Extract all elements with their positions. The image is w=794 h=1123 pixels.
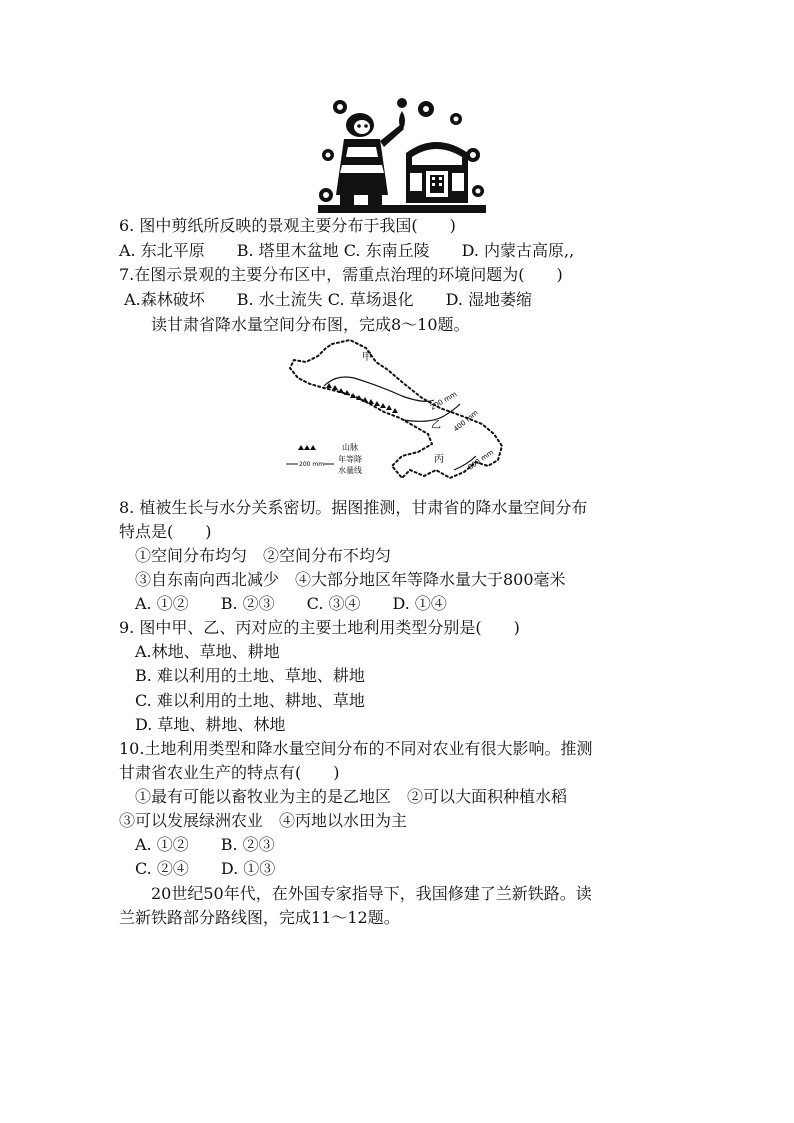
province-boundary [290, 340, 502, 478]
q9-option-c: C. 难以利用的土地、耕地、草地 [119, 691, 365, 710]
q10-items-line1: ①最有可能以畜牧业为主的是乙地区 ②可以大面积种植水稻 [119, 787, 568, 806]
q9-stem: 9. 图中甲、乙、丙对应的主要土地利用类型分别是( ) [119, 618, 520, 637]
legend-iso-line2: 水量线 [338, 466, 362, 475]
isohyet-label-200: 200 mm [429, 390, 459, 412]
gansu-map-svg [284, 338, 524, 486]
region-label-yi: 乙 [431, 420, 441, 431]
paper-cut-illustration [318, 95, 486, 213]
q10-items-line2: ③可以发展绿洲农业 ④丙地以水田为主 [119, 811, 408, 830]
q9-option-d: D. 草地、耕地、林地 [119, 715, 286, 734]
paper-cut-image [318, 95, 486, 213]
q8-items-line2: ③自东南向西北减少 ④大部分地区年等降水量大于800毫米 [119, 570, 566, 589]
q6-stem: 6. 图中剪纸所反映的景观主要分布于我国( ) [119, 216, 456, 235]
intro-railway-line1: 20世纪50年代，在外国专家指导下，我国修建了兰新铁路。读 [119, 884, 592, 903]
q9-option-a: A.林地、草地、耕地 [119, 642, 280, 661]
q8-items-line1: ①空间分布均匀 ②空间分布不均匀 [119, 546, 392, 565]
q6-options: A. 东北平原 B. 塔里木盆地 C. 东南丘陵 D. 内蒙古高原,, [119, 241, 575, 260]
q9-option-b: B. 难以利用的土地、草地、耕地 [119, 666, 365, 685]
region-label-bing: 丙 [434, 454, 444, 465]
legend-iso-sample: 200 mm [299, 461, 325, 468]
intro-railway-line2: 兰新铁路部分路线图，完成11～12题。 [119, 908, 400, 927]
q8-stem-line2: 特点是( ) [119, 522, 212, 541]
isohyet-label-800: 800 mm [466, 448, 496, 472]
q7-options: A.森林破坏 B. 水土流失 C. 草场退化 D. 湿地萎缩 [119, 290, 533, 309]
legend-iso-line1: 年等降 [338, 455, 362, 464]
map-legend [286, 442, 362, 475]
q7-stem: 7.在图示景观的主要分布区中，需重点治理的环境问题为( ) [119, 265, 563, 284]
q10-stem-line2: 甘肃省农业生产的特点有( ) [119, 763, 340, 782]
region-label-jia: 甲 [362, 352, 372, 363]
gansu-precipitation-map [284, 338, 524, 486]
q8-stem-line1: 8. 植被生长与水分关系密切。据图推测，甘肃省的降水量空间分布 [119, 498, 588, 517]
legend-mountain: 山脉 [342, 443, 358, 452]
intro-gansu: 读甘肃省降水量空间分布图，完成8～10题。 [119, 315, 470, 334]
q10-stem-line1: 10.土地利用类型和降水量空间分布的不同对农业有很大影响。推测 [119, 739, 593, 758]
q8-options: A. ①② B. ②③ C. ③④ D. ①④ [119, 594, 447, 613]
q10-options-line1: A. ①② B. ②③ [119, 835, 275, 854]
q10-options-line2: C. ②④ D. ①③ [119, 859, 276, 878]
mountain-range-symbol [326, 383, 398, 413]
isohyet-label-400: 400 mm [452, 408, 480, 434]
